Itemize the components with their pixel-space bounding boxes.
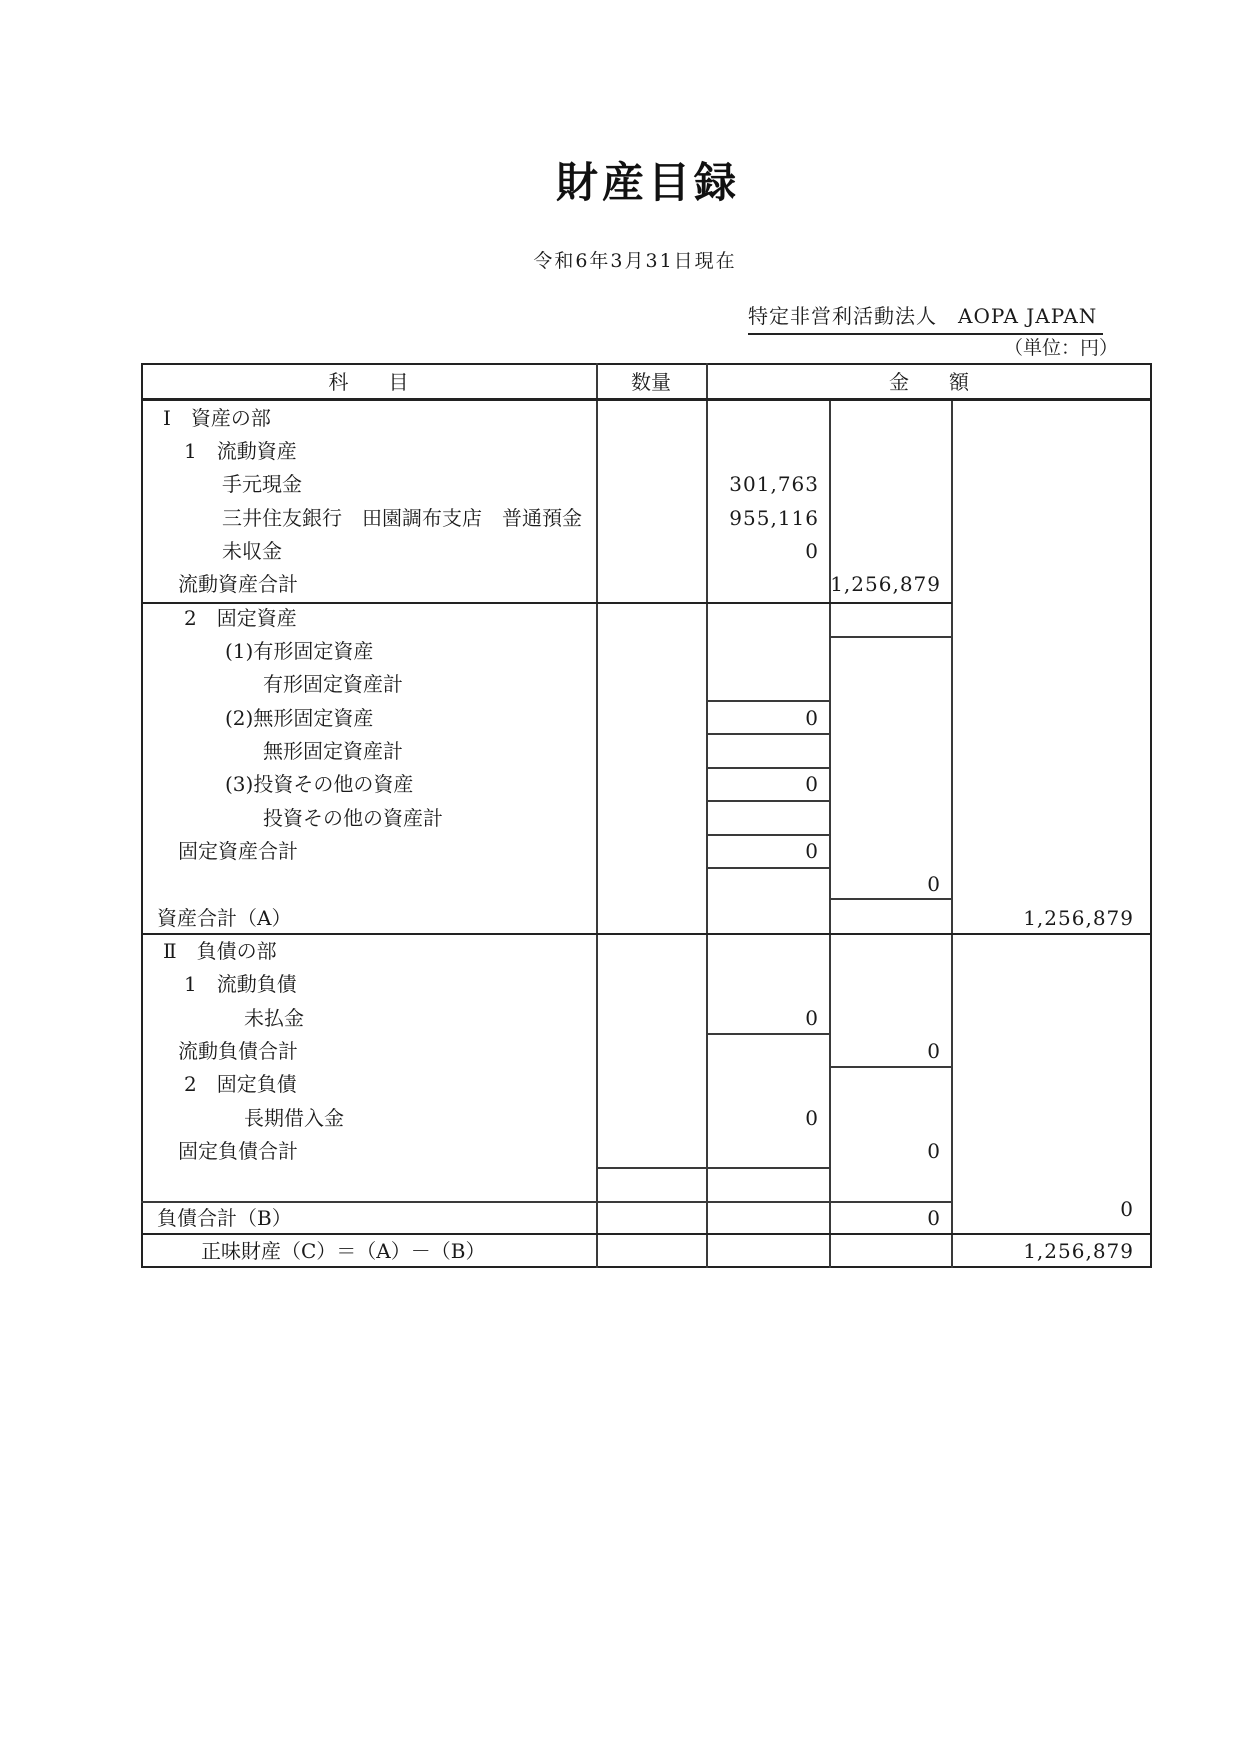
row-intangible-fixed-assets: (2)無形固定資産 <box>225 706 374 730</box>
amount-accounts-payable: 0 <box>805 1006 819 1030</box>
amount-current-assets-total: 1,256,879 <box>830 572 941 596</box>
amount-fixed-assets-total: 0 <box>805 839 819 863</box>
row-total-liabilities-b: 負債合計（B） <box>157 1206 292 1230</box>
grid-line <box>596 1167 830 1169</box>
unit-note: （単位：円） <box>1003 337 1118 359</box>
row-long-term-loans: 長期借入金 <box>244 1106 344 1130</box>
amount-cash-on-hand: 301,763 <box>729 472 819 496</box>
grid-line <box>706 733 830 735</box>
grid-line <box>829 636 952 638</box>
column-header-quantity: 数量 <box>631 370 671 394</box>
amount-net-assets-c: 1,256,879 <box>1023 1239 1134 1263</box>
grid-line <box>141 933 1152 935</box>
row-total-assets-a: 資産合計（A） <box>157 906 292 930</box>
column-header-item: 科 目 <box>328 370 409 394</box>
grid-line <box>829 898 952 900</box>
grid-line <box>141 1233 1152 1235</box>
row-liabilities-section: Ⅱ 負債の部 <box>163 939 277 963</box>
row-intangible-fixed-total: 無形固定資産計 <box>263 739 403 763</box>
row-fixed-assets-total: 固定資産合計 <box>178 839 298 863</box>
grid-line <box>706 700 830 702</box>
grid-line <box>706 834 830 836</box>
row-accounts-receivable: 未収金 <box>222 539 282 563</box>
amount-fixed-liabilities-total: 0 <box>927 1139 941 1163</box>
amount-fixed-assets-subtotal: 0 <box>927 872 941 896</box>
grid-line <box>596 363 598 1268</box>
row-current-assets-total: 流動資産合計 <box>178 572 298 596</box>
amount-intangible-fixed-assets: 0 <box>805 706 819 730</box>
grid-line <box>141 602 952 604</box>
row-tangible-fixed-assets: (1)有形固定資産 <box>225 639 374 663</box>
amount-investments-other-assets: 0 <box>805 772 819 796</box>
row-fixed-liabilities: 2 固定負債 <box>184 1072 297 1096</box>
grid-line <box>706 1033 830 1035</box>
row-bank-deposit: 三井住友銀行 田園調布支店 普通預金 <box>222 506 582 530</box>
row-current-liabilities: 1 流動負債 <box>184 972 297 996</box>
row-net-assets-c: 正味財産（C）＝（A）－（B） <box>201 1239 486 1263</box>
row-fixed-assets: 2 固定資産 <box>184 606 297 630</box>
amount-current-liabilities-total: 0 <box>927 1039 941 1063</box>
as-of-date: 令和6年3月31日現在 <box>533 250 737 272</box>
grid-line <box>951 399 953 1268</box>
page-title: 財産目録 <box>556 158 741 207</box>
column-header-amount: 金 額 <box>889 370 969 394</box>
row-tangible-fixed-total: 有形固定資産計 <box>263 672 403 696</box>
grid-line <box>829 1066 952 1068</box>
organization-name: 特定非営利活動法人 AOPA JAPAN <box>748 300 1103 335</box>
amount-long-term-loans: 0 <box>805 1106 819 1130</box>
row-investments-other-assets: (3)投資その他の資産 <box>225 772 414 796</box>
row-current-assets: 1 流動資産 <box>184 439 297 463</box>
grid-line <box>706 363 708 1268</box>
row-investments-other-total: 投資その他の資産計 <box>263 806 443 830</box>
row-current-liabilities-total: 流動負債合計 <box>178 1039 298 1063</box>
row-accounts-payable: 未払金 <box>244 1006 304 1030</box>
row-cash-on-hand: 手元現金 <box>222 472 302 496</box>
grid-line <box>706 767 830 769</box>
grid-line <box>141 1201 952 1203</box>
amount-accounts-receivable: 0 <box>805 539 819 563</box>
amount-total-assets-a: 1,256,879 <box>1023 906 1134 930</box>
row-assets-section: Ⅰ 資産の部 <box>163 406 271 430</box>
row-fixed-liabilities-total: 固定負債合計 <box>178 1139 298 1163</box>
grid-line <box>141 398 1152 401</box>
grid-line <box>706 800 830 802</box>
amount-total-liabilities-b: 0 <box>927 1206 941 1230</box>
grid-line <box>706 867 830 869</box>
amount-bank-deposit: 955,116 <box>729 506 819 530</box>
amount-liabilities-subtotal: 0 <box>1120 1197 1134 1221</box>
